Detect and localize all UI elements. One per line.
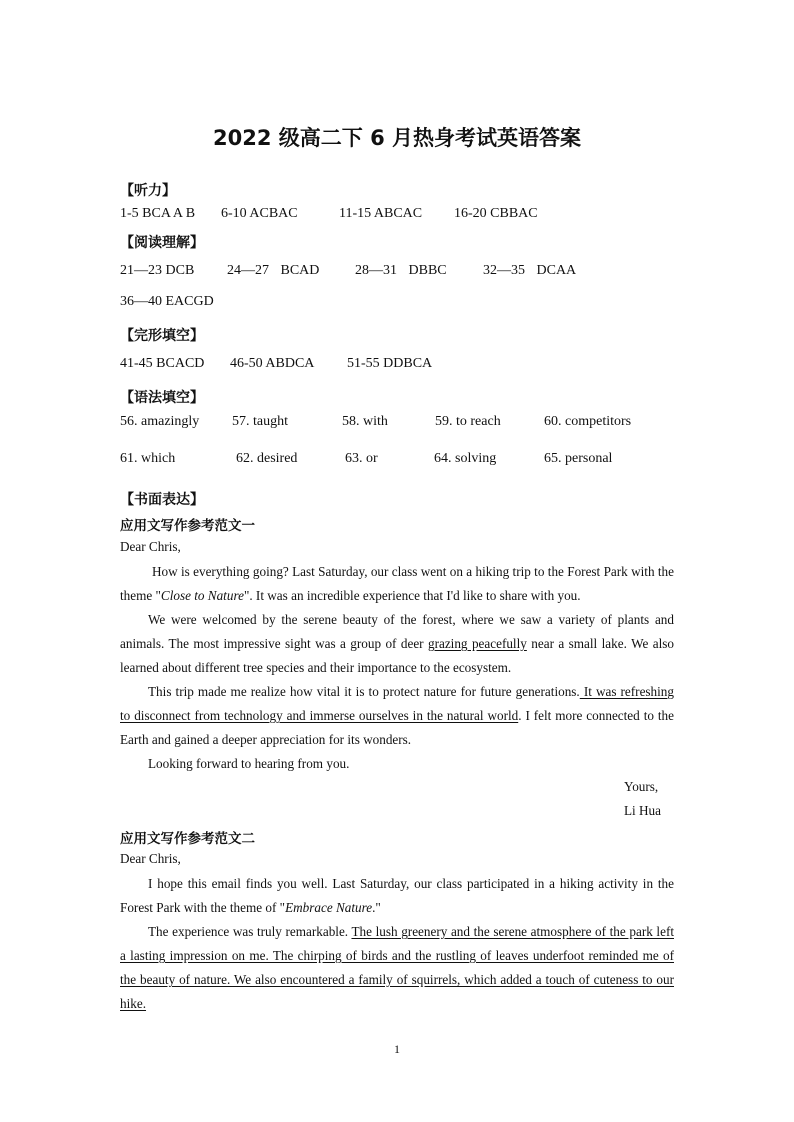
grammar-answer-62: 62. desired [236, 451, 298, 466]
sample-2-label: 应用文写作参考范文二 [120, 831, 255, 847]
writing-heading: 【书面表达】 [120, 492, 204, 508]
cloze-answer-3: 51-55 DDBCA [347, 356, 433, 371]
grammar-answer-64: 64. solving [434, 451, 497, 466]
grammar-answer-63: 63. or [345, 451, 378, 466]
grammar-answer-57: 57. taught [232, 414, 288, 429]
reading-answer-3: 28—31 DBBC [355, 263, 447, 278]
sample-1-greeting: Dear Chris, [120, 539, 181, 554]
sample-2-paragraph-1: I hope this email finds you well. Last Saturday, our class participated in a hiking activity in the Forest Park with the theme of "Embrace Nature." [120, 876, 674, 915]
grammar-answer-56: 56. amazingly [120, 414, 200, 429]
sample-1-label: 应用文写作参考范文一 [120, 518, 255, 534]
sample-1-paragraph-4: Looking forward to hearing from you. [148, 756, 350, 771]
listening-answer-3: 11-15 ABCAC [339, 206, 423, 221]
page-number: 1 [394, 1042, 400, 1056]
listening-answer-2: 6-10 ACBAC [221, 206, 298, 221]
grammar-answer-60: 60. competitors [544, 414, 632, 429]
reading-answer-1: 21—23 DCB [120, 263, 195, 278]
reading-answer-5: 36—40 EACGD [120, 294, 214, 309]
grammar-answer-59: 59. to reach [435, 414, 501, 429]
sample-1-paragraph-2: We were welcomed by the serene beauty of the forest, where we saw a variety of plants and animals. The most impressive sight was a group of deer grazing peacefully near a small lake. We also learned about different tree species and their importance to the ecosystem. [120, 612, 674, 675]
sample-2-greeting: Dear Chris, [120, 851, 181, 866]
reading-answer-2: 24—27 BCAD [227, 263, 320, 278]
cloze-heading: 【完形填空】 [120, 328, 204, 344]
listening-answer-1: 1-5 BCA A B [120, 206, 196, 221]
grammar-answer-65: 65. personal [544, 451, 613, 466]
cloze-answer-2: 46-50 ABDCA [230, 356, 315, 371]
sample-1-paragraph-1: How is everything going? Last Saturday, our class went on a hiking trip to the Forest Park with the theme "Close to Nature". It was an incredible experience that I'd like to share with you. [120, 564, 674, 603]
reading-answer-4: 32—35 DCAA [483, 263, 577, 278]
grammar-heading: 【语法填空】 [120, 390, 204, 406]
sample-2-paragraph-2: The experience was truly remarkable. The lush greenery and the serene atmosphere of the park left a lasting impression on me. The chirping of birds and the rustling of leaves underfoot reminded me of the beauty of nature. We also encountered a family of squirrels, which added a touch of cuteness to our hike. [120, 924, 674, 1011]
cloze-answer-1: 41-45 BCACD [120, 356, 205, 371]
listening-heading: 【听力】 [120, 183, 176, 199]
grammar-answer-58: 58. with [342, 414, 388, 429]
sample-1-closing: Yours, [624, 779, 659, 794]
sample-1-signature: Li Hua [624, 803, 661, 818]
grammar-answer-61: 61. which [120, 451, 176, 466]
reading-heading: 【阅读理解】 [120, 235, 204, 251]
listening-answer-4: 16-20 CBBAC [454, 206, 538, 221]
page-title: 2022 级高二下 6 月热身考试英语答案 [213, 126, 581, 150]
sample-1-paragraph-3: This trip made me realize how vital it is to protect nature for future generations. It was refreshing to disconnect from technology and immerse ourselves in the natural world. I felt more connected to the Earth and gained a deeper appreciation for its wonders. [120, 684, 674, 747]
